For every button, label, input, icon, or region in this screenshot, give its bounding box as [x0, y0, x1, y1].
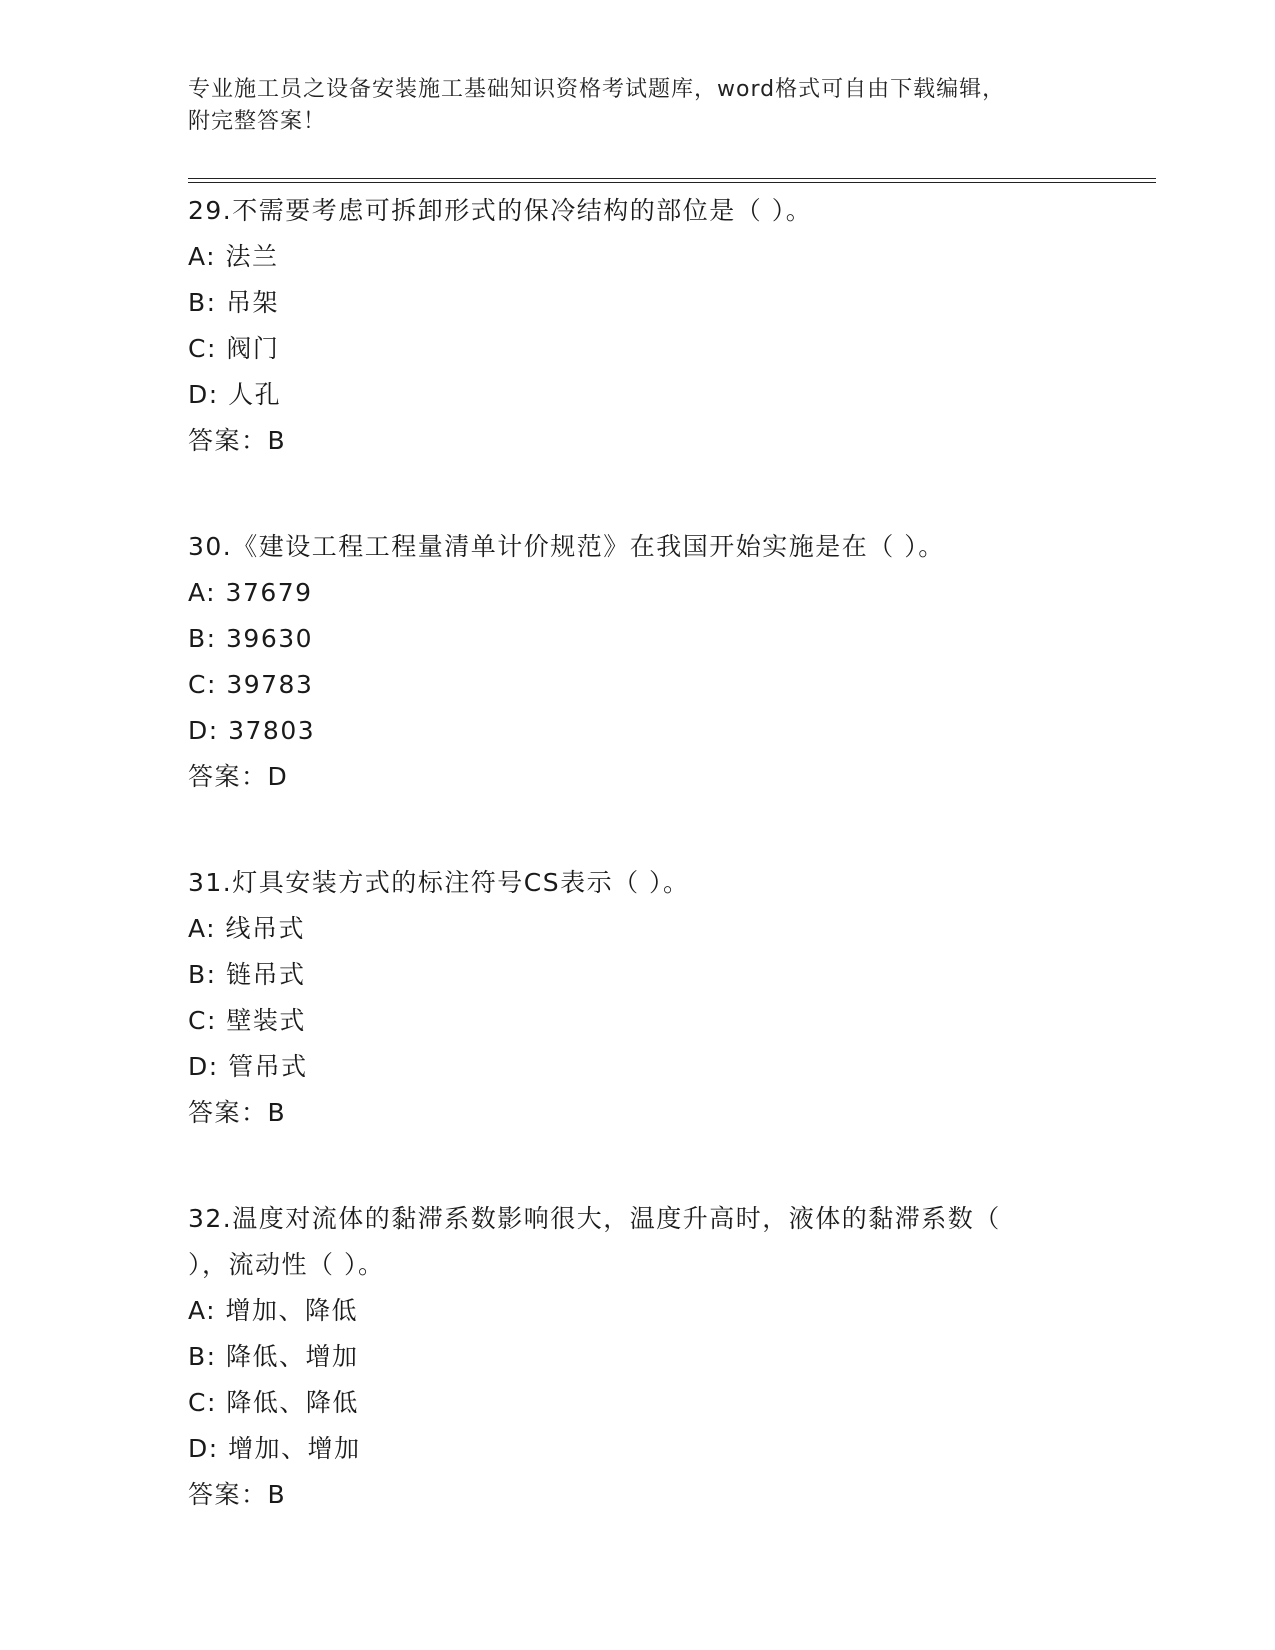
option-b: B: 降低、增加: [188, 1342, 359, 1371]
answer-line: 答案：B: [188, 426, 287, 455]
answer-line: 答案：D: [188, 762, 289, 791]
option-b: B: 吊架: [188, 288, 280, 317]
option-c: C: 壁装式: [188, 1006, 306, 1035]
option-d: D: 管吊式: [188, 1052, 308, 1081]
option-a: A: 法兰: [188, 242, 279, 271]
question-stem-line-2: ），流动性（ ）。: [188, 1250, 385, 1279]
option-c: C: 39783: [188, 670, 314, 699]
header-double-rule: [188, 178, 1156, 183]
option-a: A: 37679: [188, 578, 313, 607]
question-list: [188, 188, 1088, 1518]
option-d: D: 37803: [188, 716, 316, 745]
header-line-2: 附完整答案！: [188, 109, 327, 134]
question-29: [188, 188, 1088, 464]
question-stem: 29.不需要考虑可拆卸形式的保冷结构的部位是（ ）。: [188, 196, 813, 225]
document-header: [188, 74, 1088, 138]
question-30: [188, 524, 1088, 800]
question-gap: [188, 800, 1088, 860]
option-d: D: 人孔: [188, 380, 282, 409]
option-a: A: 线吊式: [188, 914, 306, 943]
question-32: [188, 1196, 1088, 1518]
question-31: [188, 860, 1088, 1136]
question-gap: [188, 464, 1088, 524]
question-stem: 30.《建设工程工程量清单计价规范》在我国开始实施是在（ ）。: [188, 532, 945, 561]
option-d: D: 增加、增加: [188, 1434, 361, 1463]
header-line-1: 专业施工员之设备安装施工基础知识资格考试题库，word格式可自由下载编辑，: [188, 77, 1006, 102]
option-c: C: 降低、降低: [188, 1388, 359, 1417]
answer-line: 答案：B: [188, 1098, 287, 1127]
question-stem-line-1: 32.温度对流体的黏滞系数影响很大，温度升高时，液体的黏滞系数（: [188, 1204, 1001, 1233]
option-b: B: 39630: [188, 624, 314, 653]
question-gap: [188, 1136, 1088, 1196]
option-a: A: 增加、降低: [188, 1296, 359, 1325]
question-stem: 31.灯具安装方式的标注符号CS表示（ ）。: [188, 868, 690, 897]
option-c: C: 阀门: [188, 334, 280, 363]
answer-line: 答案：B: [188, 1480, 287, 1509]
option-b: B: 链吊式: [188, 960, 306, 989]
